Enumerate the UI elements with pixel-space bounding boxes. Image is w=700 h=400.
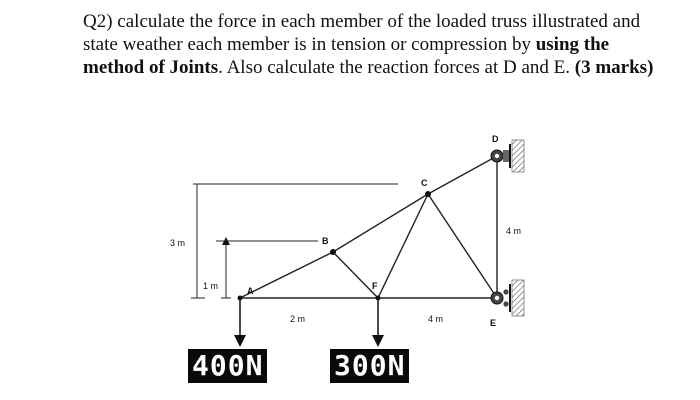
support-d xyxy=(491,140,524,172)
support-e xyxy=(491,280,524,316)
question-method-emphasis: using the method of Joints xyxy=(83,34,610,78)
member-bf xyxy=(333,252,378,298)
question-marks: (3 marks) xyxy=(574,57,654,78)
dimension-span-right: 4 m xyxy=(428,314,444,324)
joint-b xyxy=(330,249,336,255)
joint-label-b: B xyxy=(322,236,329,246)
joint-c xyxy=(425,191,431,197)
dimension-lines xyxy=(191,184,398,298)
dimension-span-left: 2 m xyxy=(290,314,306,324)
joint-label-e: E xyxy=(490,318,497,328)
truss-members xyxy=(240,156,497,298)
member-ab xyxy=(240,252,333,298)
load-label-right: 300N xyxy=(330,349,409,383)
dimension-height-support: 4 m xyxy=(506,226,522,236)
question-part-2: . Also calculate the reaction forces at D and E. xyxy=(218,57,575,78)
dimension-height-total: 3 m xyxy=(170,238,186,248)
load-label-left: 400N xyxy=(188,349,267,383)
joint-label-f: F xyxy=(372,281,378,291)
question-part-1: Q2) calculate the force in each member of the loaded truss illustrated and state weather each member is in tension or compression by xyxy=(83,11,641,55)
joint-label-d: D xyxy=(492,134,499,144)
joint-label-c: C xyxy=(421,178,428,188)
member-ce xyxy=(428,194,497,298)
member-cd xyxy=(428,156,497,194)
dimension-height-a: 1 m xyxy=(203,281,219,291)
joint-label-a: A xyxy=(247,286,254,296)
